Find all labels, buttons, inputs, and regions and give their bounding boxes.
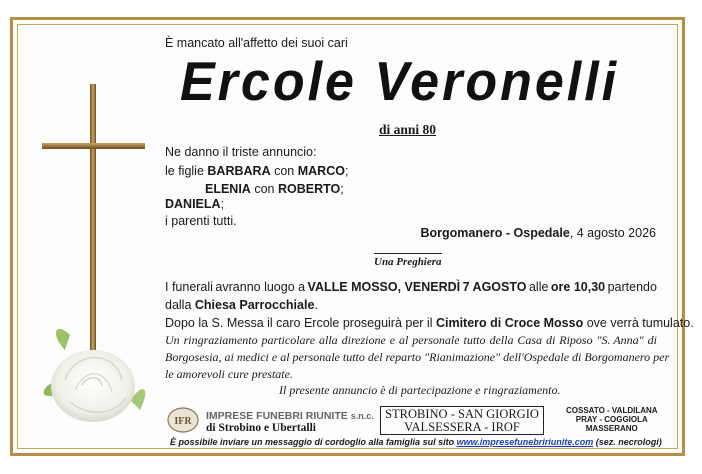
footer-note: È possibile inviare un messaggio di cordoglio alla famiglia sul sito www.impresefunebririunite.com (sez. necrologi) <box>170 437 662 447</box>
intro-text: È mancato all'affetto dei suoi cari <box>165 36 348 50</box>
deceased-name: Ercole Veronelli <box>180 51 620 113</box>
family-line-2: ELENIA con ROBERTO; <box>205 182 344 196</box>
agency-towns: COSSATO - VALDILANA PRAY - COGGIOLA MASSERANO <box>566 406 658 433</box>
family-line-3: DANIELA; <box>165 197 225 211</box>
announcement-line: Ne danno il triste annuncio: <box>165 145 317 159</box>
place-date: Borgomanero - Ospedale, 4 agosto 2026 <box>420 226 656 240</box>
age-text: di anni 80 <box>379 122 437 137</box>
funeral-line-1: I funerali avranno luogo a VALLE MOSSO, VENERDÌ 7 AGOSTO alle ore 10,30 partendo <box>165 280 657 294</box>
agency-logo-icon <box>166 406 200 434</box>
funeral-line-3: Dopo la S. Messa il caro Ercole proseguirà per il Cimitero di Croce Mosso ove verrà tumulato. <box>165 316 694 330</box>
relatives-line: i parenti tutti. <box>165 214 237 228</box>
cross-and-rose-illustration <box>30 80 155 425</box>
svg-text:IFR: IFR <box>174 416 192 427</box>
agency-name: IMPRESE FUNEBRI RIUNITE s.n.c. <box>206 410 374 422</box>
thanks-line-3: le amorevoli cure prestate. <box>165 367 293 381</box>
thanks-line-1: Un ringraziamento particolare alla direzione e al personale tutto della Casa di Riposo "S. Anna" di <box>165 333 657 347</box>
closing-line: Il presente annuncio è di partecipazione e ringraziamento. <box>279 383 561 397</box>
agency-branch-box: STROBINO - SAN GIORGIO VALSESSERA - IROF <box>380 406 544 435</box>
prayer-link[interactable]: Una Preghiera <box>374 253 442 268</box>
agency-subtitle: di Strobino e Ubertalli <box>206 422 317 434</box>
family-line-1: le figlie BARBARA con MARCO; <box>165 164 349 178</box>
condolence-website-link[interactable]: www.impresefunebririunite.com <box>456 437 594 447</box>
funeral-line-2: dalla Chiesa Parrocchiale. <box>165 298 318 312</box>
thanks-line-2: Borgosesia, ai medici e al personale tutto del reparto "Rianimazione" dell'Ospedale di Borgomanero per <box>165 350 670 364</box>
